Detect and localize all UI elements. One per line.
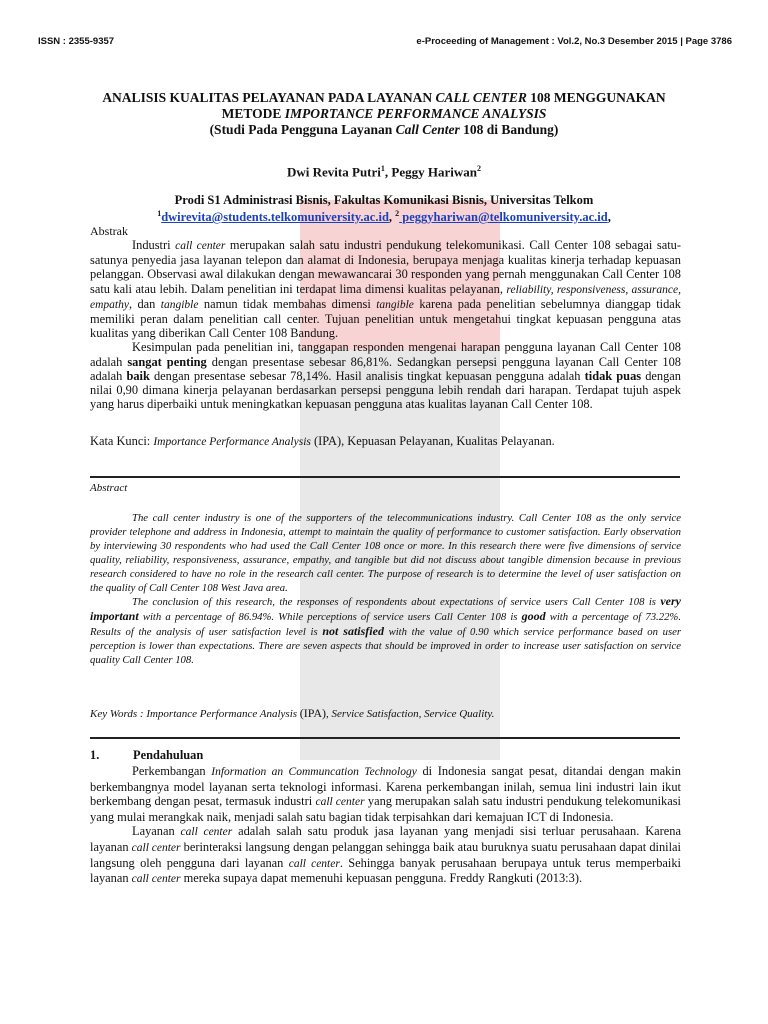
title-text: METODE [221,106,285,121]
section-text: Perkembangan [132,764,212,778]
section-text: call center [180,826,233,839]
abstrak-text: namun tidak membahas dimensi [198,296,377,311]
divider-bottom [90,737,680,739]
section-text: call center [315,796,365,809]
key-words [90,706,681,721]
issn-label: ISSN : 2355-9357 [38,36,115,47]
subtitle-text: (Studi Pada Pengguna Layanan [209,122,396,137]
title-text: CALL CENTER [435,90,527,105]
abstract-bold-text: good [521,609,546,624]
kata-kunci-text: (IPA), Kepuasan Pelayanan, Kualitas Pelayanan. [310,434,555,448]
email-link-2[interactable]: peggyhariwan@telkomuniversity.ac.id [399,210,608,225]
abstrak-paragraph-2 [90,340,681,411]
section-text: call center [131,841,181,854]
email-sup: 1 [157,209,162,218]
paper-title [60,90,708,138]
section-paragraph-1 [90,764,681,824]
abstract-heading: Abstract [90,482,128,494]
title-text: ANALISIS KUALITAS PELAYANAN PADA LAYANAN [102,90,436,105]
abstract-bold-text: very important [90,594,681,624]
email-sup: 2 [395,209,400,218]
abstrak-text: karena pada penelitian sebelumnya dianggap tidak memiliki peran dalam penelitian call center. Tujuan penelitian untuk mengetahui tingkat kepuasan pengguna atas kualitas yang diberikan Call Center 108 Bandung. [90,296,681,341]
abstrak-text: dengan presentase sebesar 78,14%. Hasil analisis tingkat kepuasan pengguna adalah [149,368,585,383]
abstrak-text: reliability, responsiveness, assurance, empathy [90,283,681,311]
abstract-paragraph-2 [90,595,681,668]
abstrak-text: merupakan salah satu industri pendukung telekomunikasi. Call Center 108 sebagai satu-satunya penyedia jasa layanan telepon dan alamat di Indonesia, berupaya menjaga kualitas kinerja terhadap kepuasan pelanggan. Observasi awal dilakukan dengan mewawancarai 30 responden yang pernah menggunakan Call Center 108 satu kali atau lebih. Dalam penelitian ini terdapat lima dimensi kualitas pelayanan, [90,238,681,296]
section-text: Layanan [132,824,181,839]
email-sep: , [607,210,611,225]
email-sep: , [388,210,396,225]
author-name: , Peggy Hariwan [384,164,477,180]
key-words-text: , Service Satisfaction, Service Quality. [326,708,495,720]
kata-kunci-label: Kata Kunci: [90,434,154,448]
section-text: call center [288,857,340,870]
section-number: 1. [90,748,100,762]
abstrak-text: tangible [376,298,414,311]
journal-info: e-Proceeding of Management : Vol.2, No.3 Desember 2015 | Page 3786 [416,36,732,47]
abstrak-bold-text: sangat penting [127,354,207,369]
abstract-text: with the value of 0.90 which service performance based on user perception is lower than expectations. There are seven aspects that should be improved in order to increase user satisfaction on service quality Call Center 108. [90,626,682,667]
key-words-text: (IPA) [299,706,327,720]
section-text: call center [131,873,181,886]
abstrak-body [90,238,681,411]
abstrak-bold-text: tidak puas [584,368,642,383]
section-text: mereka supaya dapat memenuhi kepuasan pengguna. Freddy Rangkuti (2013:3). [180,871,583,886]
abstract-text: with a percentage of 73.22%. Results of the analysis of user satisfaction level is [90,611,681,639]
abstrak-heading: Abstrak [90,224,128,238]
abstrak-bold-text: baik [126,368,150,383]
subtitle-text: 108 di Bandung) [459,122,559,137]
section-text: di Indonesia sangat pesat, ditandai dengan makin berkembangnya model layanan serta teknologi informasi. Karena perkembangan inilah, semua lini industri lain ikut berkembang dengan pesat, termasuk industri [90,764,681,809]
author-emails [60,209,708,225]
abstrak-text: , dan [128,296,161,311]
divider-top [90,476,680,478]
abstrak-text: tangible [160,298,199,311]
section-body [90,764,681,887]
subtitle-text: Call Center [395,122,460,137]
abstrak-text: call center [175,240,226,252]
author-sup: 2 [476,164,481,173]
section-text: . Sehingga banyak perusahaan berupaya untuk terus memperbaiki layanan [90,855,681,886]
kata-kunci [90,434,681,449]
key-words-text: Key Words : Importance Performance Analysis [90,708,300,720]
abstract-bold-text: not satisfied [322,624,384,639]
email-link-1[interactable]: dwirevita@students.telkomuniversity.ac.id [161,210,389,225]
author-sup: 1 [380,164,385,173]
kata-kunci-text: Importance Performance Analysis [153,436,311,448]
abstract-text: with a percentage of 86.94%. While perceptions of service users Call Center 108 is [138,611,522,624]
title-text: IMPORTANCE PERFORMANCE ANALYSIS [284,106,547,121]
section-text: yang merupakan salah satu industri pendukung telekomunikasi yang mulai merangkak naik, menjadi salah satu bagian tidak terpisahkan dari kemajuan ICT di Indonesia. [90,794,681,824]
abstrak-text: dengan nilai 0,90 dimana kinerja pelayanan berdasarkan persepsi pengguna lebih rendah dari harapan. Terdapat tujuh aspek yang harus diperbaiki untuk meningkatkan kepuasan pengguna atas kualitas layanan Call Center 108. [90,368,681,412]
abstrak-text: Kesimpulan pada penelitian ini, tanggapan responden mengenai harapan pengguna layanan Call Center 108 adalah [90,340,681,369]
abstract-text: The conclusion of this research, the responses of respondents about expectations of service users Call Center 108 is [132,596,661,609]
author-name: Dwi Revita Putri [287,164,381,180]
abstrak-text: dengan presentase sebesar 86,81%. Sedangkan persepsi pengguna layanan Call Center 108 adalah [90,354,681,383]
title-text: 108 MENGGUNAKAN [526,90,666,105]
section-text: berinteraksi langsung dengan pelanggan sehingga baik atau buruknya suatu perusahaan dapat dinilai langsung oleh pengguna dari layanan [90,839,681,870]
abstrak-text: Industri [132,238,176,252]
affiliation: Prodi S1 Administrasi Bisnis, Fakultas Komunikasi Bisnis, Universitas Telkom [174,193,594,207]
section-title: Pendahuluan [133,748,204,762]
abstract-body [90,512,681,668]
abstract-paragraph-1: The call center industry is one of the supporters of the telecommunications industry. Call Center 108 as the only service provider telephone and address in Indonesia, attempt to maintain the quality of performance to customer satisfaction. Early observation by interviewing 30 respondents who had used the Call Center 108 once or more. In this research there were five dimensions of service quality, reliability, responsiveness, assurance, empathy, and tangible but did not discuss about tangible dimension because in previous research considered to have no role in the research call center. The purpose of research is to determine the level of user satisfaction on the quality of Call Center 108 West Java area. [90,512,681,594]
section-paragraph-2 [90,824,681,886]
section-text: adalah salah satu produk jasa layanan yang menjadi sisi terluar perusahaan. Karena layanan [90,824,681,854]
section-text: Information an Communcation Technology [211,766,417,778]
author-names [60,164,708,180]
abstrak-paragraph-1 [90,238,681,340]
